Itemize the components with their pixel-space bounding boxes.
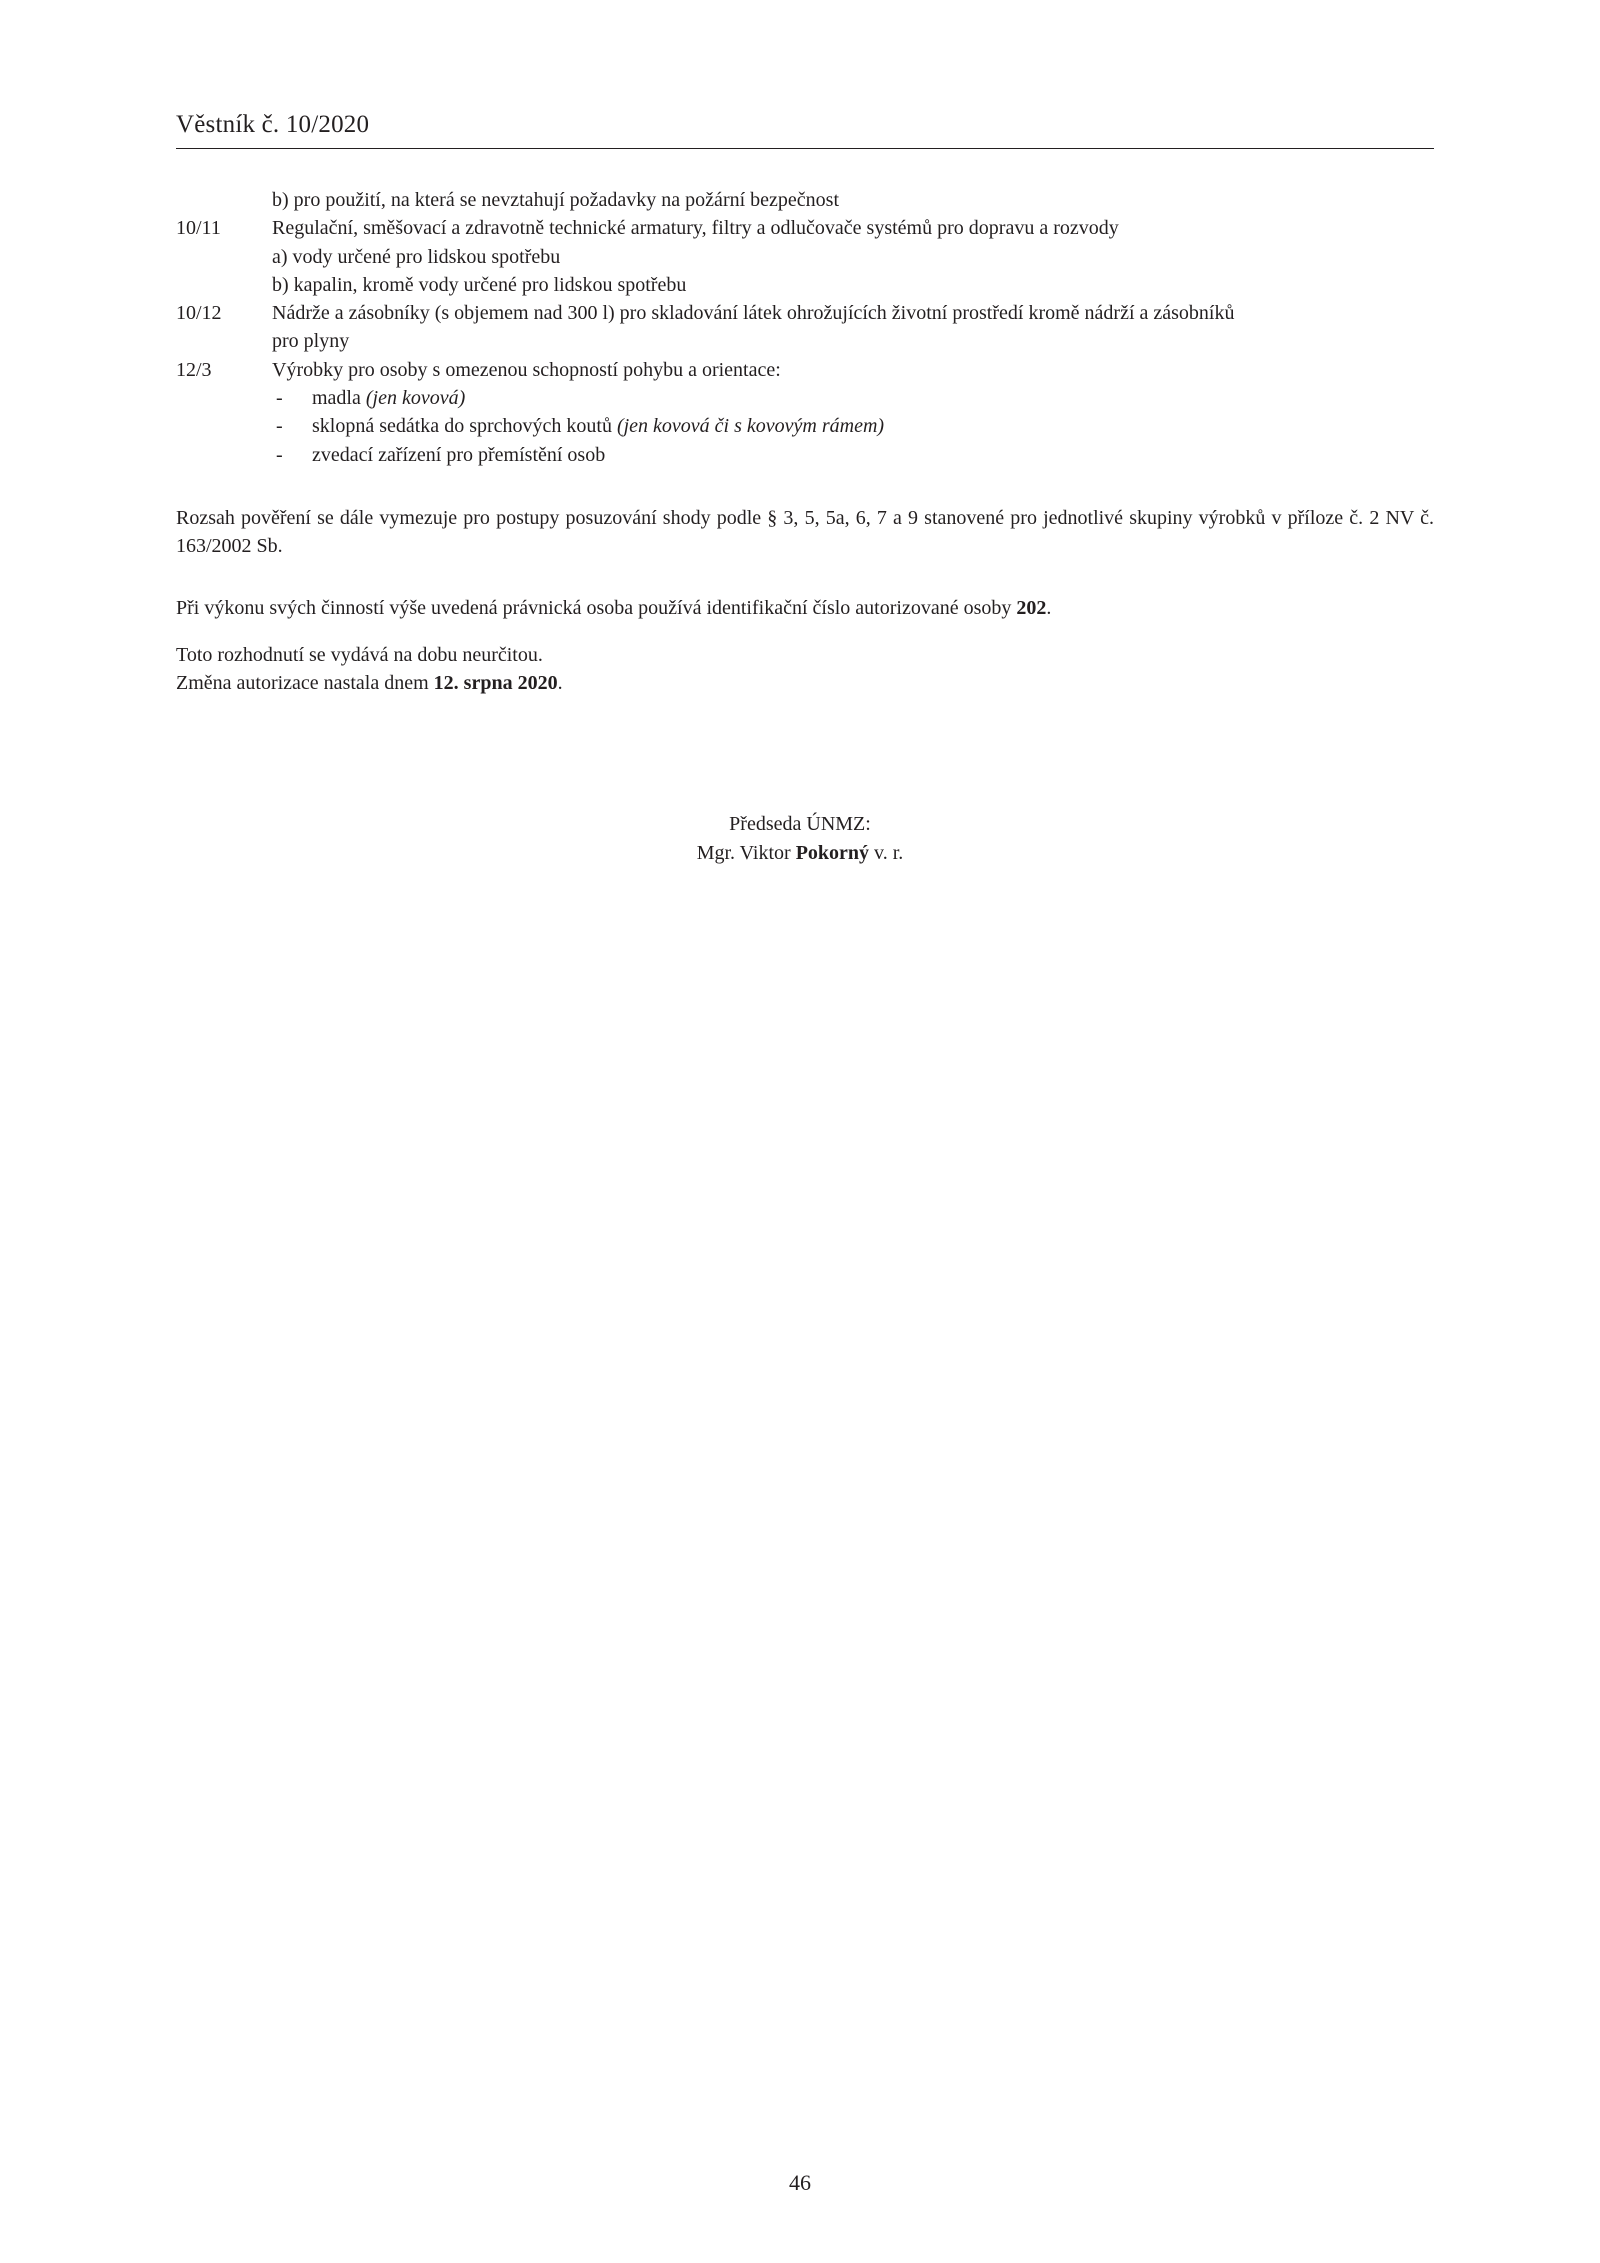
item-text: b) pro použití, na která se nevztahují požadavky na požární bezpečnost [272,189,840,211]
item-subtext: a) vody určené pro lidskou spotřebu [272,245,561,268]
bullet-text-italic: (jen kovová) [365,387,466,410]
change-text: Změna autorizace nastala dnem [176,672,434,694]
scope-paragraph: Rozsah pověření se dále vymezuje pro postupy posuzování shody podle § 3, 5, 5a, 6, 7 a 9 stanovené pro jednotlivé skupiny výrobků v příloze č. 2 NV č. 163/2002 Sb. [176,507,1434,558]
item-code: 10/12 [176,302,222,325]
change-paragraph [176,669,1434,697]
signature-name [0,839,1600,868]
bullet-item [272,412,1434,440]
signature-surname: Pokorný [795,842,870,864]
item-text: Regulační, směšovací a zdravotně technické armatury, filtry a odlučovače systémů pro dopravu a rozvody [272,217,1119,240]
list-item [176,356,1434,384]
list-item [176,214,1434,242]
bullet-text [312,412,1434,440]
validity-paragraph: Toto rozhodnutí se vydává na dobu neurčitou. [176,644,543,666]
id-number: 202 [1016,597,1047,619]
bullet-item [272,384,1434,412]
bullet-dash: - [276,443,283,466]
bullet-text-italic: (jen kovová či s kovovým rámem) [616,415,885,438]
list-item-sub [176,243,1434,271]
item-code: 12/3 [176,358,212,381]
bullet-text-regular: madla [312,387,366,410]
id-end: . [1046,597,1052,619]
item-text: Nádrže a zásobníky (s objemem nad 300 l) pro skladování látek ohrožujících životní prostředí kromě nádrží a zásobníků [272,302,1235,325]
signature-block [0,810,1600,868]
change-date: 12. srpna 2020 [433,672,558,694]
list-item-sub [176,271,1434,299]
signature-name-prefix: Mgr. Viktor [696,842,796,864]
bullet-item [272,441,1434,469]
list-item [176,186,1434,214]
bullet-text [312,384,1434,412]
bullet-dash: - [276,415,283,438]
list-item [176,299,1434,327]
signature-role: Předseda ÚNMZ: [729,813,871,835]
item-text: pro plyny [272,330,350,353]
signature-suffix: v. r. [869,842,904,864]
change-end: . [557,672,563,694]
item-code: 10/11 [176,217,221,240]
item-subtext: b) kapalin, kromě vody určené pro lidskou spotřebu [272,273,687,296]
bullet-dash: - [276,387,283,410]
bullet-text-regular: sklopná sedátka do sprchových koutů [312,415,617,438]
item-text: Výrobky pro osoby s omezenou schopností pohybu a orientace: [272,358,781,381]
page-number: 46 [789,2170,811,2195]
bullet-text-regular: zvedací zařízení pro přemístění osob [312,443,606,466]
bullet-text [312,441,1434,469]
list-item-continuation [176,327,1434,355]
id-paragraph [176,594,1434,622]
header-title: Věstník č. 10/2020 [176,111,370,138]
page-header [176,110,1434,149]
id-text: Při výkonu svých činností výše uvedená právnická osoba používá identifikační číslo autorizované osoby [176,597,1017,619]
product-list [176,186,1434,469]
